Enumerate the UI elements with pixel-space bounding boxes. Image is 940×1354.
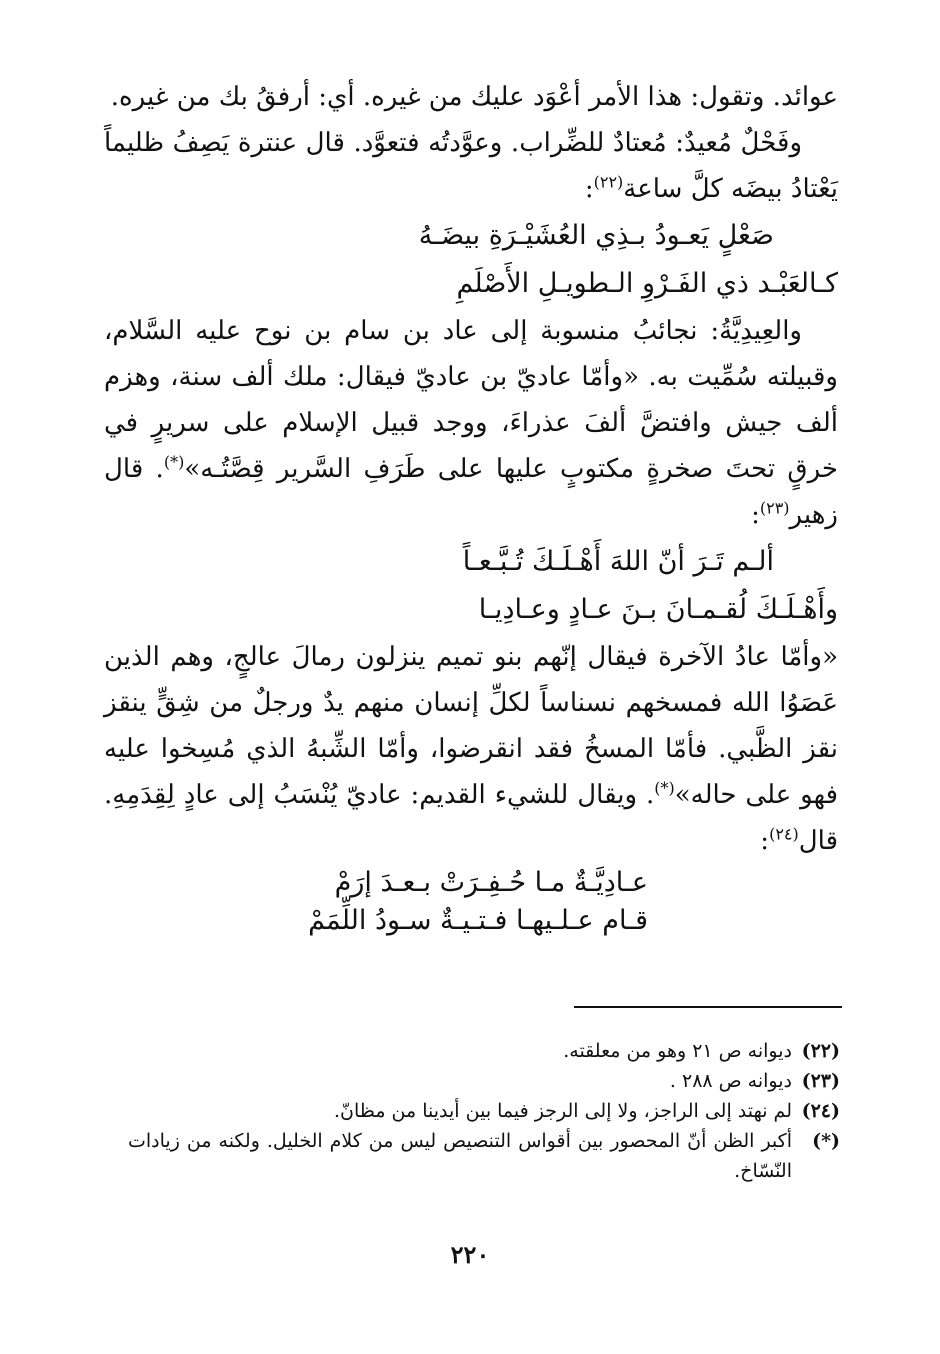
footnote-separator: [574, 1006, 842, 1008]
footnote-ref-23: (٢٣): [759, 498, 790, 518]
footnote-text: ديوانه ص ٢٨٨ .: [669, 1070, 792, 1092]
footnote-ref-22: (٢٢): [593, 172, 624, 192]
page-number: ٢٢٠: [450, 1240, 490, 1269]
verse-2-line-1: ألـم تَـرَ أنّ اللهَ أَهْـلَـكَ تُـبَّـعـاً: [462, 546, 774, 577]
paragraph-1-text: عوائد. وتقول: هذا الأمر أعْوَد عليك من غيره. أي: أرفقُ بك من غيره.: [110, 82, 838, 112]
verse-1-line-2: كـالعَبْـد ذي الفَـرْوِ الـطويـلِ الأَصْلَمِ: [456, 268, 838, 299]
footnote-number: (٢٤): [801, 1100, 840, 1122]
footnotes: [128, 1036, 840, 1186]
paragraph-3-end: :: [751, 500, 760, 530]
paragraph-3-text: والعِيدِيَّةُ: نجائبُ منسوبة إلى عاد بن سام بن نوح عليه السَّلام، وقبيلته سُمِّيت به. «وأمّا عاديّ بن عاديّ فيقال: ملك ألف سنة، وهزم ألف جيش وافتضَّ ألفَ عذراءَ، ووجد قبيل الإسلام على سريرٍ في خرقٍ تحتَ صخرةٍ مكتوبٍ عليها على طَرَفِ السَّرير قِصَّتُـه»: [104, 316, 838, 484]
paragraph-2-text: وفَحْلٌ مُعيدٌ: مُعتادٌ للضِّراب. وعوَّدتُه فتعوَّد. قال عنترة يَصِفُ ظليماً يَعْتادُ بيضَه كلَّ ساعة: [104, 128, 838, 204]
footnote-ref-star-1: (*): [163, 452, 185, 472]
footnote-24: [128, 1096, 840, 1126]
footnote-text: ديوانه ص ٢١ وهو من معلقته.: [563, 1040, 792, 1062]
paragraph-4-end: :: [760, 826, 770, 856]
footnote-number: (٢٢): [801, 1040, 840, 1062]
footnote-ref-star-2: (*): [654, 778, 675, 798]
paragraph-1: [104, 74, 838, 120]
paragraph-4-tail: . ويقال للشيء القديم: عاديّ يُنْسَبُ إلى عادٍ لِقِدَمِهِ. قال: [104, 780, 838, 856]
footnote-ref-24: (٢٤): [769, 824, 799, 844]
footnote-number: (٢٣): [801, 1070, 840, 1092]
verse-3-line-2: قـام عـلـيهـا فـتـيـةٌ سـودُ اللِّمَمْ: [308, 905, 648, 936]
paragraph-3: [104, 308, 838, 538]
main-text: [104, 74, 838, 940]
footnote-star: [128, 1126, 840, 1186]
footnote-text: أكبر الظن أنّ المحصور بين أقواس التنصيص ليس من كلام الخليل. ولكنه من زيادات النّسّاخ.: [128, 1130, 792, 1182]
footnote-text: لم نهتد إلى الراجز، ولا إلى الرجز فيما بين أيدينا من مظانّ.: [333, 1100, 792, 1122]
footnote-22: [128, 1036, 840, 1066]
paragraph-4: [104, 634, 838, 864]
paragraph-2-end: :: [584, 174, 594, 204]
verse-1-line-1: صَعْلٍ يَعـودُ بـذِي العُشَيْـرَةِ بيضَـهُ: [418, 220, 774, 251]
footnote-23: [128, 1066, 840, 1096]
footnote-number: (*): [812, 1130, 840, 1152]
verse-2-line-2: وأَهْـلَـكَ لُقـمـانَ بـنَ عـادٍ وعـادِيـا: [478, 594, 838, 625]
paragraph-2: [104, 120, 838, 212]
paragraph-4-text: «وأمّا عادُ الآخرة فيقال إنّهم بنو تميم ينزلون رمالَ عالجٍ، وهم الذين عَصَوُا الله فمسخهم نسناساً لكلِّ إنسان منهم يدٌ ورجلٌ من شِقٍّ ينقز نقز الظَّبي. فأمّا المسخُ فقد انقرضوا، وأمّا الشِّبهُ الذي مُسِخوا عليه فهو على حاله»: [104, 642, 838, 810]
paragraph-3-tail: . قال زهير: [104, 454, 838, 530]
verse-3-line-1: عـادِيَّـةٌ مـا حُـفِـرَتْ بـعـدَ إرَمْ: [334, 867, 648, 898]
